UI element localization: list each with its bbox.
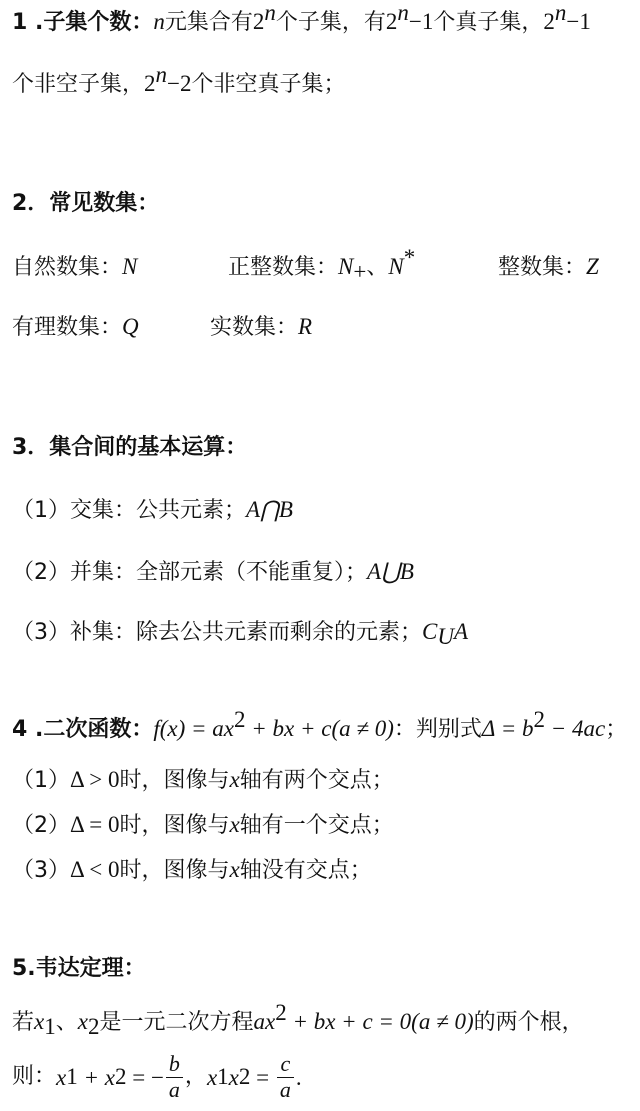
math-sup-n: n <box>554 0 567 25</box>
math-2: 2 <box>385 9 398 34</box>
math-expr: (x) = ax <box>159 716 234 741</box>
math-sup-star: * <box>403 245 416 270</box>
math-minus-1: −1 <box>408 9 434 34</box>
math-C: C <box>422 619 438 644</box>
math-sup-n: n <box>155 62 168 87</box>
math-A: A <box>453 619 469 644</box>
positive-integers <box>228 245 416 284</box>
separator: ， <box>184 1064 207 1089</box>
math-x: x <box>206 1064 218 1090</box>
text: 补集：除去公共元素而剩余的元素； <box>70 620 423 645</box>
denominator: a <box>279 1076 291 1102</box>
section-1-title-text: 1 .子集个数： <box>12 10 154 35</box>
separator: 、 <box>366 255 389 280</box>
numerator: c <box>280 1051 291 1077</box>
section-4-title <box>12 707 628 742</box>
math-condition: Δ < 0 <box>70 857 120 882</box>
vieta-line-2: 则： x 1 + x 2 = − $\frac{b}{a}$ ， x 1 x 2 = $\frac{c}{a}$ . <box>12 1051 302 1102</box>
math-sup-2: 2 <box>275 1000 287 1025</box>
text: 轴没有交点； <box>239 858 372 883</box>
label: 整数集： <box>498 255 587 280</box>
set-op-intersection <box>12 498 293 522</box>
section-5-title: 5.韦达定理： <box>12 956 146 981</box>
math-n: n <box>153 9 165 34</box>
math-N: N <box>338 254 354 279</box>
text: 是一元二次方程 <box>99 1010 254 1035</box>
separator: 、 <box>55 1010 78 1035</box>
text: 则： <box>12 1064 57 1089</box>
item-number: （3） <box>12 620 70 645</box>
text: 若 <box>12 1010 35 1035</box>
math-R: R <box>298 314 313 339</box>
vieta-line-1 <box>12 1000 584 1039</box>
item-number: （3） <box>12 858 70 883</box>
math-expr: − 4ac <box>545 716 606 741</box>
math-delta: Δ = b <box>481 716 534 741</box>
natural-numbers <box>12 255 137 279</box>
section-1-line-2 <box>12 62 346 97</box>
math-N: N <box>122 254 138 279</box>
math-equals: = <box>250 1064 275 1090</box>
text: 的两个根， <box>473 1010 584 1035</box>
math-f: f <box>153 716 160 741</box>
discriminant-label: ：判别式 <box>393 717 482 742</box>
item-number: （1） <box>12 768 70 793</box>
text: 时，图像与 <box>119 858 230 883</box>
item-number: （2） <box>12 813 70 838</box>
math-Z: Z <box>586 254 599 279</box>
real-numbers <box>210 315 312 339</box>
math-x: x <box>229 812 240 837</box>
math-sup-2: 2 <box>233 707 246 732</box>
rational-numbers <box>12 315 139 339</box>
punctuation: . <box>295 1064 302 1090</box>
text: 轴有一个交点； <box>239 813 394 838</box>
math-sub-1: 1 <box>44 1014 56 1039</box>
math-2: 2 <box>543 9 555 34</box>
math-sup-2: 2 <box>533 707 546 732</box>
numerator: b <box>168 1051 180 1077</box>
math-sub-plus: + <box>353 259 367 284</box>
math-sup-n: n <box>264 0 276 25</box>
math-minus-1: −1 <box>566 9 591 34</box>
math-union: A⋃B <box>367 559 414 584</box>
text: 个非空真子集； <box>191 72 346 97</box>
math-minus-2: −2 <box>167 71 192 96</box>
math-x: x <box>229 767 240 792</box>
item-number: （1） <box>12 498 70 523</box>
math-expr: ax <box>253 1009 276 1034</box>
label: 正整数集： <box>228 255 339 280</box>
item-number: （2） <box>12 560 70 585</box>
math-condition: Δ = 0 <box>70 812 120 837</box>
label: 实数集： <box>210 315 299 340</box>
set-op-union <box>12 560 414 584</box>
denominator: a <box>168 1076 180 1102</box>
text: 时，图像与 <box>119 768 230 793</box>
label: 有理数集： <box>12 315 123 340</box>
quadratic-case-3 <box>12 858 372 882</box>
math-x: x <box>228 1064 239 1090</box>
math-expr: + bx + c(a ≠ 0) <box>245 716 394 741</box>
section-4-title-text: 4 .二次函数： <box>12 717 154 742</box>
section-2-title: 2．常见数集： <box>12 191 160 216</box>
quadratic-case-2 <box>12 813 394 837</box>
fraction-b-over-a <box>166 1052 183 1101</box>
math-2: 2 <box>252 9 265 34</box>
punctuation: ； <box>605 717 628 742</box>
section-3-title: 3．集合间的基本运算： <box>12 435 248 460</box>
text: 个子集，有 <box>275 10 386 35</box>
text: 时，图像与 <box>119 813 230 838</box>
quadratic-case-1 <box>12 768 394 792</box>
text: 元集合有 <box>164 10 253 35</box>
section-1-title <box>12 0 591 35</box>
math-x: x <box>56 1064 67 1090</box>
math-x: x <box>34 1009 45 1034</box>
set-op-complement <box>12 619 469 649</box>
math-N: N <box>388 254 404 279</box>
math-2: 2 <box>144 71 156 96</box>
text: 个真子集， <box>433 10 544 35</box>
math-intersection: A⋂B <box>246 497 293 522</box>
text: 并集：全部元素（不能重复）； <box>70 560 368 585</box>
math-expr: + bx + c = 0(a ≠ 0) <box>286 1009 474 1034</box>
math-Q: Q <box>122 314 139 339</box>
text: 个非空子集， <box>12 72 145 97</box>
text: 交集：公共元素； <box>70 498 247 523</box>
math-sub-2: 2 <box>87 1014 100 1039</box>
math-sup-n: n <box>397 0 409 25</box>
label: 自然数集： <box>12 255 123 280</box>
fraction-c-over-a <box>277 1052 294 1101</box>
math-condition: Δ > 0 <box>70 767 120 792</box>
math-expr: + x <box>77 1064 115 1090</box>
math-x: x <box>229 857 240 882</box>
math-sub-U: U <box>437 624 454 649</box>
text: 轴有两个交点； <box>239 768 394 793</box>
math-equals-minus: = − <box>126 1064 164 1090</box>
math-x: x <box>77 1009 88 1034</box>
integers <box>498 255 599 279</box>
